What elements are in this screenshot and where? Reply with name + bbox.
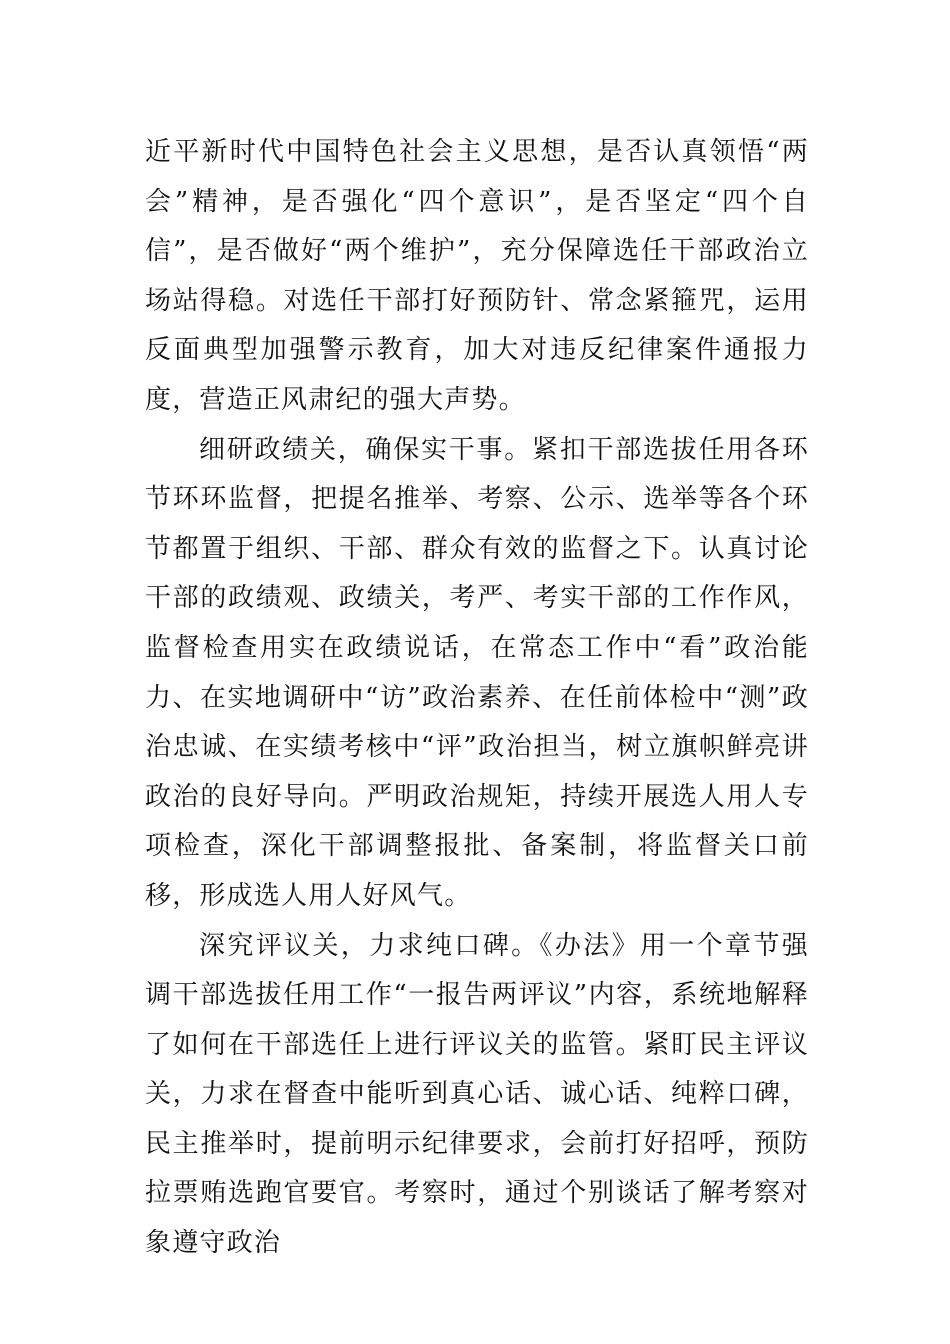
document-body (145, 128, 809, 1269)
paragraph-evaluation-check: 深究评议关，力求纯口碑。《办法》用一个章节强调干部选拔任用工作“一报告两评议”内容，系统地解释了如何在干部选任上进行评议关的监管。紧盯民主评议关，力求在督查中能听到真心话、诚心话、纯粹口碑，民主推举时，提前明示纪律要求，会前打好招呼，预防拉票贿选跑官要官。考察时，通过个别谈话了解考察对象遵守政治 (145, 930, 809, 1259)
paragraph-continuation: 近平新时代中国特色社会主义思想，是否认真领悟“两会”精神，是否强化“四个意识”，是否坚定“四个自信”，是否做好“两个维护”，充分保障选任干部政治立场站得稳。对选任干部打好预防针、常念紧箍咒，运用反面典型加强警示教育，加大对违反纪律案件通报力度，营造正风肃纪的强大声势。 (145, 137, 809, 415)
paragraph-performance-check: 细研政绩关，确保实干事。紧扣干部选拔任用各环节环环监督，把提名推举、考察、公示、选举等各个环节都置于组织、干部、群众有效的监督之下。认真讨论干部的政绩观、政绩关，考严、考实干部的工作作风，监督检查用实在政绩说话，在常态工作中“看”政治能力、在实地调研中“访”政治素养、在任前体检中“测”政治忠诚、在实绩考核中“评”政治担当，树立旗帜鲜亮讲政治的良好导向。严明政治规矩，持续开展选人用人专项检查，深化干部调整报批、备案制，将监督关口前移，形成选人用人好风气。 (145, 434, 809, 911)
